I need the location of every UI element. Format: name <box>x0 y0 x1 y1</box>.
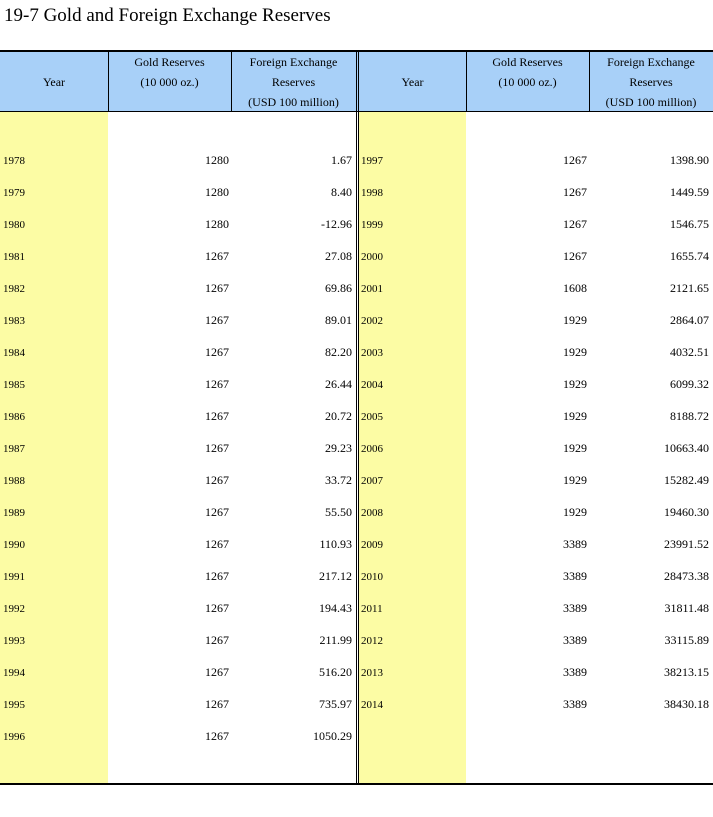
fx-cell: -12.96 <box>321 217 352 231</box>
year-cell: 1984 <box>3 347 25 359</box>
year-cell: 2009 <box>361 539 383 551</box>
gold-cell: 1267 <box>205 345 229 359</box>
gold-cell: 1267 <box>563 249 587 263</box>
year-cell: 1989 <box>3 507 25 519</box>
fx-cell: 110.93 <box>319 537 352 551</box>
gold-cell: 1608 <box>563 281 587 295</box>
year-cell: 1983 <box>3 315 25 327</box>
gold-cell: 1267 <box>563 185 587 199</box>
gold-cell: 1929 <box>563 441 587 455</box>
fx-cell: 1.67 <box>331 153 352 167</box>
gold-cell: 1929 <box>563 377 587 391</box>
header-gold-line1: Gold Reserves <box>134 55 205 69</box>
year-cell: 1980 <box>3 219 25 231</box>
year-cell: 2010 <box>361 571 383 583</box>
year-cell: 1995 <box>3 699 25 711</box>
fx-cell: 4032.51 <box>670 345 709 359</box>
year-cell: 1996 <box>3 731 25 743</box>
gold-cell: 1280 <box>205 185 229 199</box>
year-cell: 1999 <box>361 219 383 231</box>
fx-cell: 23991.52 <box>664 537 709 551</box>
fx-cell: 8188.72 <box>670 409 709 423</box>
gold-cell: 3389 <box>563 633 587 647</box>
gold-cell: 1929 <box>563 505 587 519</box>
fx-cell: 20.72 <box>325 409 352 423</box>
header-fx-line2: Reserves <box>629 75 673 89</box>
gold-cell: 1929 <box>563 345 587 359</box>
gold-cell: 1267 <box>205 281 229 295</box>
fx-cell: 38430.18 <box>664 697 709 711</box>
header-fx-line1: Foreign Exchange <box>607 55 695 69</box>
gold-cell: 1267 <box>205 249 229 263</box>
year-cell: 1988 <box>3 475 25 487</box>
panel-divider <box>356 52 357 784</box>
fx-cell: 194.43 <box>319 601 352 615</box>
year-cell: 1992 <box>3 603 25 615</box>
panel-divider <box>358 52 359 784</box>
fx-cell: 8.40 <box>331 185 352 199</box>
gold-cell: 1929 <box>563 409 587 423</box>
gold-cell: 3389 <box>563 601 587 615</box>
gold-cell: 3389 <box>563 697 587 711</box>
year-cell: 1978 <box>3 155 25 167</box>
fx-cell: 89.01 <box>325 313 352 327</box>
gold-cell: 1267 <box>205 601 229 615</box>
fx-cell: 2864.07 <box>670 313 709 327</box>
header-year: Year <box>42 75 66 89</box>
fx-cell: 27.08 <box>325 249 352 263</box>
fx-cell: 19460.30 <box>664 505 709 519</box>
fx-cell: 6099.32 <box>670 377 709 391</box>
gold-cell: 1267 <box>205 377 229 391</box>
fx-cell: 29.23 <box>325 441 352 455</box>
fx-cell: 10663.40 <box>664 441 709 455</box>
header-gold-line1: Gold Reserves <box>492 55 563 69</box>
gold-cell: 1929 <box>563 473 587 487</box>
gold-cell: 1267 <box>563 153 587 167</box>
year-cell: 2013 <box>361 667 383 679</box>
fx-cell: 28473.38 <box>664 569 709 583</box>
fx-cell: 69.86 <box>325 281 352 295</box>
year-cell: 1985 <box>3 379 25 391</box>
gold-cell: 3389 <box>563 537 587 551</box>
fx-cell: 211.99 <box>319 633 352 647</box>
gold-cell: 1267 <box>563 217 587 231</box>
gold-cell: 1267 <box>205 697 229 711</box>
header-gold-line2: (10 000 oz.) <box>140 75 199 89</box>
header-gold-line2: (10 000 oz.) <box>498 75 557 89</box>
gold-cell: 1267 <box>205 441 229 455</box>
fx-cell: 2121.65 <box>670 281 709 295</box>
header-fx-line2: Reserves <box>271 75 316 89</box>
year-cell: 2003 <box>361 347 383 359</box>
gold-cell: 1267 <box>205 729 229 743</box>
fx-cell: 1050.29 <box>313 729 352 743</box>
fx-cell: 516.20 <box>319 665 352 679</box>
fx-cell: 1398.90 <box>670 153 709 167</box>
fx-cell: 55.50 <box>325 505 352 519</box>
year-cell: 1993 <box>3 635 25 647</box>
fx-cell: 33115.89 <box>664 633 709 647</box>
fx-cell: 26.44 <box>325 377 352 391</box>
year-cell: 2012 <box>361 635 383 647</box>
page-title: 19-7 Gold and Foreign Exchange Reserves <box>4 5 331 26</box>
gold-cell: 1267 <box>205 313 229 327</box>
gold-cell: 1267 <box>205 473 229 487</box>
year-cell: 1997 <box>361 155 383 167</box>
gold-cell: 1929 <box>563 313 587 327</box>
gold-cell: 1280 <box>205 153 229 167</box>
year-cell: 2007 <box>361 475 383 487</box>
year-cell: 2000 <box>361 251 383 263</box>
year-cell: 1991 <box>3 571 25 583</box>
fx-cell: 31811.48 <box>664 601 709 615</box>
year-cell: 2011 <box>361 603 383 615</box>
year-cell: 2005 <box>361 411 383 423</box>
header-fx-line3: (USD 100 million) <box>248 95 339 109</box>
fx-cell: 1546.75 <box>670 217 709 231</box>
year-cell: 1998 <box>361 187 383 199</box>
year-cell: 1994 <box>3 667 25 679</box>
gold-cell: 3389 <box>563 569 587 583</box>
header-year: Year <box>401 75 424 89</box>
fx-cell: 38213.15 <box>664 665 709 679</box>
gold-cell: 1280 <box>205 217 229 231</box>
gold-cell: 1267 <box>205 409 229 423</box>
fx-cell: 82.20 <box>325 345 352 359</box>
year-cell: 1987 <box>3 443 25 455</box>
year-cell: 1986 <box>3 411 25 423</box>
year-cell: 2001 <box>361 283 383 295</box>
gold-cell: 1267 <box>205 569 229 583</box>
header-fx-line3: (USD 100 million) <box>605 95 697 109</box>
year-cell: 1979 <box>3 187 25 199</box>
fx-cell: 735.97 <box>319 697 352 711</box>
year-cell: 1981 <box>3 251 25 263</box>
fx-cell: 1449.59 <box>670 185 709 199</box>
gold-cell: 1267 <box>205 633 229 647</box>
fx-cell: 15282.49 <box>664 473 709 487</box>
year-cell: 2014 <box>361 699 383 711</box>
year-cell: 1982 <box>3 283 25 295</box>
gold-cell: 3389 <box>563 665 587 679</box>
year-cell: 2002 <box>361 315 383 327</box>
fx-cell: 217.12 <box>319 569 352 583</box>
fx-cell: 1655.74 <box>670 249 709 263</box>
gold-cell: 1267 <box>205 537 229 551</box>
year-cell: 2004 <box>361 379 383 391</box>
fx-cell: 33.72 <box>325 473 352 487</box>
gold-cell: 1267 <box>205 505 229 519</box>
header-fx-line1: Foreign Exchange <box>249 55 338 69</box>
year-cell: 1990 <box>3 539 25 551</box>
gold-cell: 1267 <box>205 665 229 679</box>
year-cell: 2006 <box>361 443 383 455</box>
year-cell: 2008 <box>361 507 383 519</box>
